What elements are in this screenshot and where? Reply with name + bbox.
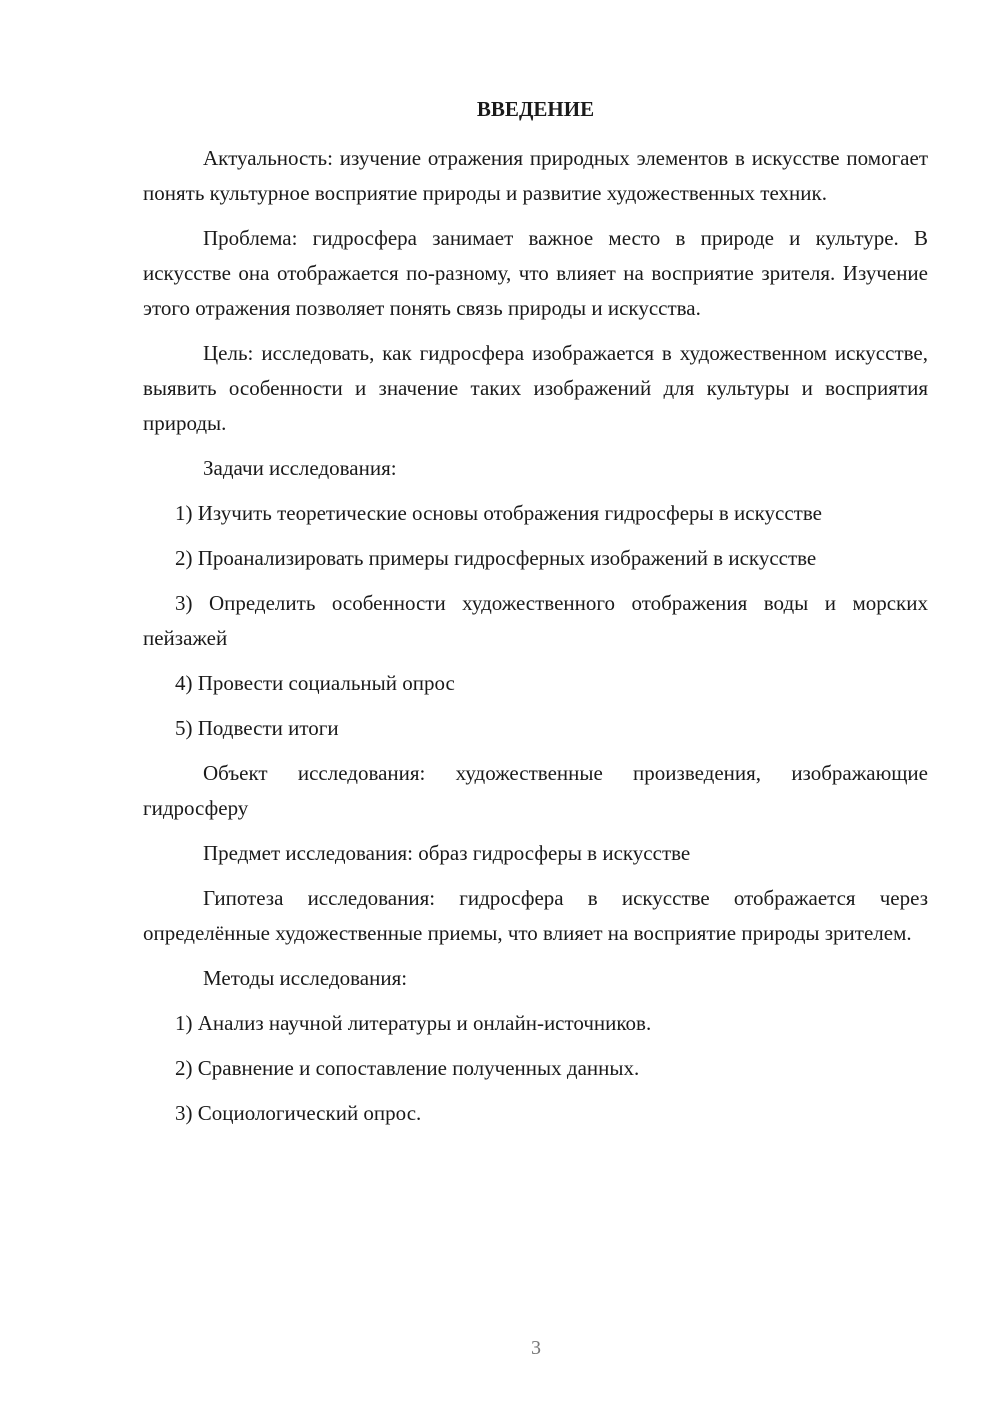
task-item: 4) Провести социальный опрос <box>175 671 455 695</box>
task-item: 3) Определить особенности художественного отображения воды и морских пейзажей <box>143 591 928 650</box>
goal-paragraph: Цель: исследовать, как гидросфера изображается в художественном искусстве, выявить особенности и значение таких изображений для культуры и восприятия природы. <box>143 341 928 435</box>
method-item: 3) Социологический опрос. <box>175 1101 422 1125</box>
tasks-heading: Задачи исследования: <box>203 456 397 480</box>
task-item: 5) Подвести итоги <box>175 716 339 740</box>
task-item: 2) Проанализировать примеры гидросферных изображений в искусстве <box>175 546 817 570</box>
relevance-paragraph: Актуальность: изучение отражения природных элементов в искусстве помогает понять культурное восприятие природы и развитие художественных техник. <box>143 146 928 205</box>
object-paragraph: Объект исследования: художественные произведения, изображающие гидросферу <box>143 761 928 820</box>
hypothesis-paragraph: Гипотеза исследования: гидросфера в искусстве отображается через определённые художественные приемы, что влияет на восприятие природы зрителем. <box>143 886 928 945</box>
method-item: 1) Анализ научной литературы и онлайн-источников. <box>175 1011 652 1035</box>
subject-paragraph: Предмет исследования: образ гидросферы в искусстве <box>203 841 691 865</box>
section-title: ВВЕДЕНИЕ <box>476 97 595 121</box>
method-item: 2) Сравнение и сопоставление полученных данных. <box>175 1056 640 1080</box>
page-number: 3 <box>531 1337 541 1359</box>
task-item: 1) Изучить теоретические основы отображения гидросферы в искусстве <box>175 501 822 525</box>
problem-paragraph: Проблема: гидросфера занимает важное место в природе и культуре. В искусстве она отображается по-разному, что влияет на восприятие зрителя. Изучение этого отражения позволяет понять связь природы и искусства. <box>143 226 928 320</box>
document-page <box>143 92 928 1141</box>
methods-heading: Методы исследования: <box>203 966 408 990</box>
